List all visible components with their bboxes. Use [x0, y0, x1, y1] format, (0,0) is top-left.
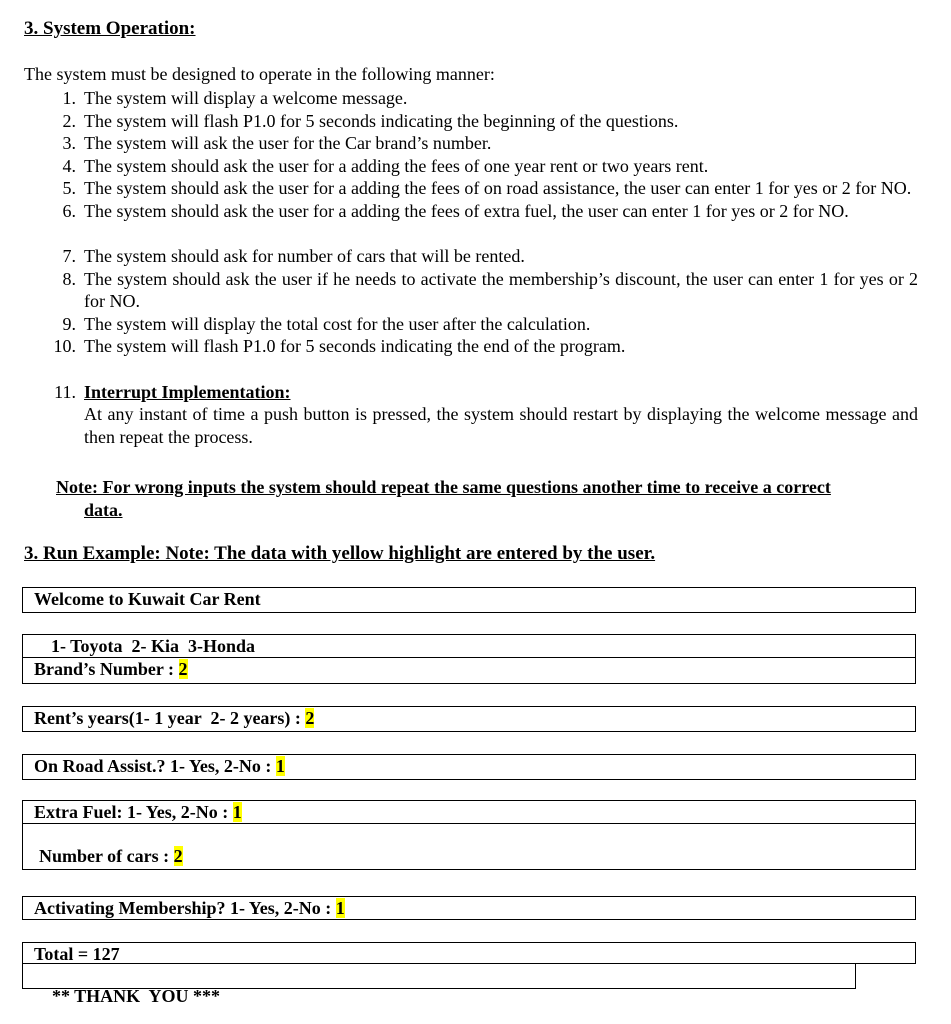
list-item-interrupt: 11. Interrupt Implementation: At any instant of time a push button is pressed, the system should restart by displaying the welcome message and then repeat the process.: [54, 381, 918, 447]
fuel-cars-box: [22, 800, 916, 870]
blank-row: [23, 823, 915, 845]
total-text: Total = 127: [34, 944, 120, 964]
list-item: 6. The system should ask the user for a adding the fees of extra fuel, the user can enter 1 for yes or 2 for NO.: [62, 200, 849, 221]
rent-input-value: 2: [305, 708, 315, 728]
rent-box: Rent’s years(1- 1 year 2- 2 years) : 2: [22, 706, 916, 732]
brand-box: [22, 634, 916, 684]
section-title: 3. System Operation:: [24, 18, 196, 39]
list-item: 2. The system will flash P1.0 for 5 seconds indicating the beginning of the questions.: [62, 110, 679, 131]
note-line-1: Note: For wrong inputs the system should repeat the same questions another time to receive a correct: [56, 477, 831, 497]
brand-options: 1- Toyota 2- Kia 3-Honda: [51, 636, 256, 656]
thank-you-text: ** THANK YOU ***: [52, 986, 221, 1006]
list-item: 8. The system should ask the user if he needs to activate the membership’s discount, the user can enter 1 for yes or 2 for NO.: [62, 268, 918, 311]
note-line-2: data.: [84, 499, 123, 520]
brand-row: Brand’s Number : 2: [23, 657, 915, 679]
fuel-input-value: 1: [232, 802, 242, 822]
interrupt-title: Interrupt Implementation:: [84, 381, 291, 402]
list-item: 10. The system will flash P1.0 for 5 seconds indicating the end of the program.: [53, 336, 626, 356]
list-item: 5. The system should ask the user for a adding the fees of on road assistance, the user can enter 1 for yes or 2 for NO.: [62, 178, 912, 198]
operation-list: [24, 87, 918, 448]
total-box: [22, 942, 916, 964]
run-example-title: 3. Run Example: Note: The data with yellow highlight are entered by the user.: [24, 543, 656, 564]
cars-row: Number of cars : 2: [39, 846, 183, 866]
membership-input-value: 1: [335, 898, 345, 918]
thank-you-box: [22, 963, 856, 1006]
list-item: 3. The system will ask the user for the Car brand’s number.: [62, 133, 492, 153]
welcome-text: Welcome to Kuwait Car Rent: [34, 589, 261, 609]
interrupt-text: At any instant of time a push button is pressed, the system should restart by displaying the welcome message and then repeat the process.: [84, 404, 918, 447]
intro-text: The system must be designed to operate in the following manner:: [24, 64, 495, 84]
welcome-box: [22, 587, 916, 613]
cars-input-value: 2: [173, 846, 183, 866]
assist-input-value: 1: [275, 756, 285, 776]
list-item: 1. The system will display a welcome message.: [62, 88, 408, 108]
note: [56, 476, 916, 521]
assist-box: On Road Assist.? 1- Yes, 2-No : 1: [22, 754, 916, 780]
list-item: 4. The system should ask the user for a adding the fees of one year rent or two years rent.: [62, 155, 709, 176]
membership-box: Activating Membership? 1- Yes, 2-No : 1: [22, 896, 916, 920]
brand-input-value: 2: [178, 659, 188, 679]
list-item: 9. The system will display the total cost for the user after the calculation.: [62, 313, 591, 334]
list-item: 7. The system should ask for number of cars that will be rented.: [62, 246, 525, 266]
fuel-row: Extra Fuel: 1- Yes, 2-No : 1: [34, 802, 242, 822]
